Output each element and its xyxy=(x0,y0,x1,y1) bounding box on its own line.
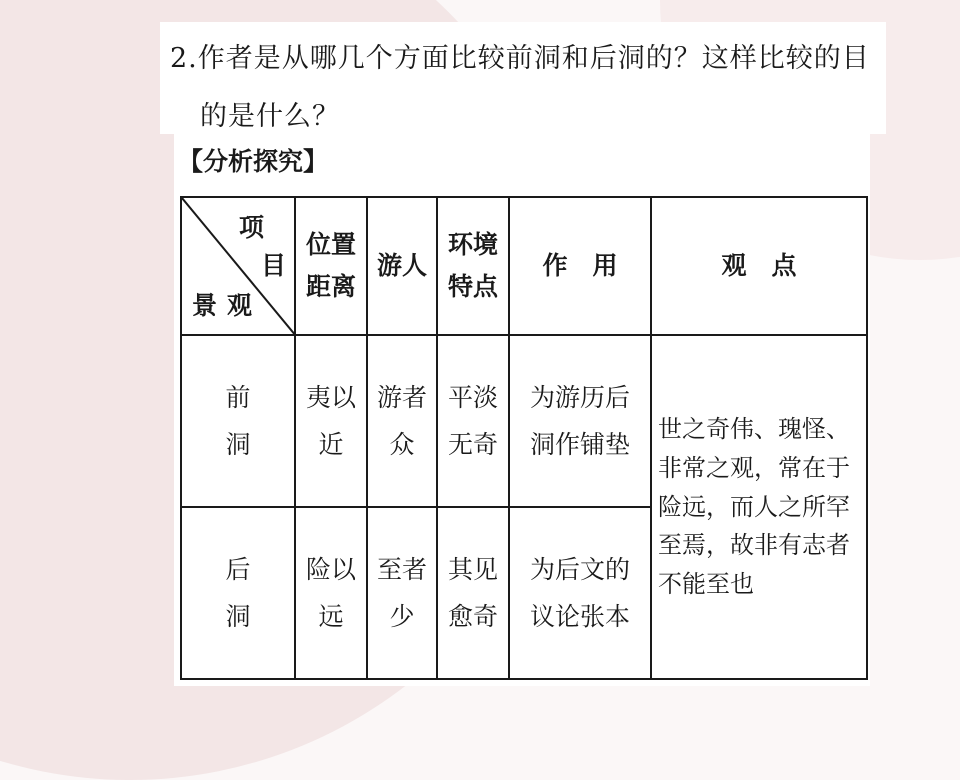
cell-front-environment: 平淡无奇 xyxy=(437,335,509,507)
header-position: 位置距离 xyxy=(295,197,367,335)
cell-front-function: 为游历后洞作铺垫 xyxy=(509,335,651,507)
corner-label-mu: 目 xyxy=(260,251,286,280)
cell-front-visitors: 游者众 xyxy=(367,335,437,507)
cell-back-visitors: 至者少 xyxy=(367,507,437,679)
row-label-front-cave: 前洞 xyxy=(181,335,295,507)
cell-back-function: 为后文的议论张本 xyxy=(509,507,651,679)
cell-back-environment: 其见愈奇 xyxy=(437,507,509,679)
header-visitors: 游人 xyxy=(367,197,437,335)
cell-front-position: 夷以近 xyxy=(295,335,367,507)
section-label: 【分析探究】 xyxy=(178,147,329,176)
header-function: 作 用 xyxy=(509,197,651,335)
analysis-panel xyxy=(174,134,870,686)
header-environment: 环境特点 xyxy=(437,197,509,335)
question-text-line2: 的是什么？ xyxy=(200,101,340,132)
table-row xyxy=(181,335,867,507)
corner-label-item: 项 xyxy=(238,213,264,242)
question-box xyxy=(160,22,886,134)
question-text-line1: 2.作者是从哪几个方面比较前洞和后洞的？这样比较的目 xyxy=(170,43,870,74)
cell-back-position: 险以远 xyxy=(295,507,367,679)
analysis-table xyxy=(180,196,868,680)
corner-label-scene: 景观 xyxy=(192,291,263,320)
corner-header-cell xyxy=(181,197,295,335)
table-header-row xyxy=(181,197,867,335)
row-label-back-cave: 后洞 xyxy=(181,507,295,679)
cell-viewpoint: 世之奇伟、瑰怪、非常之观，常在于险远，而人之所罕至焉，故非有志者不能至也 xyxy=(651,335,867,679)
header-viewpoint: 观 点 xyxy=(651,197,867,335)
